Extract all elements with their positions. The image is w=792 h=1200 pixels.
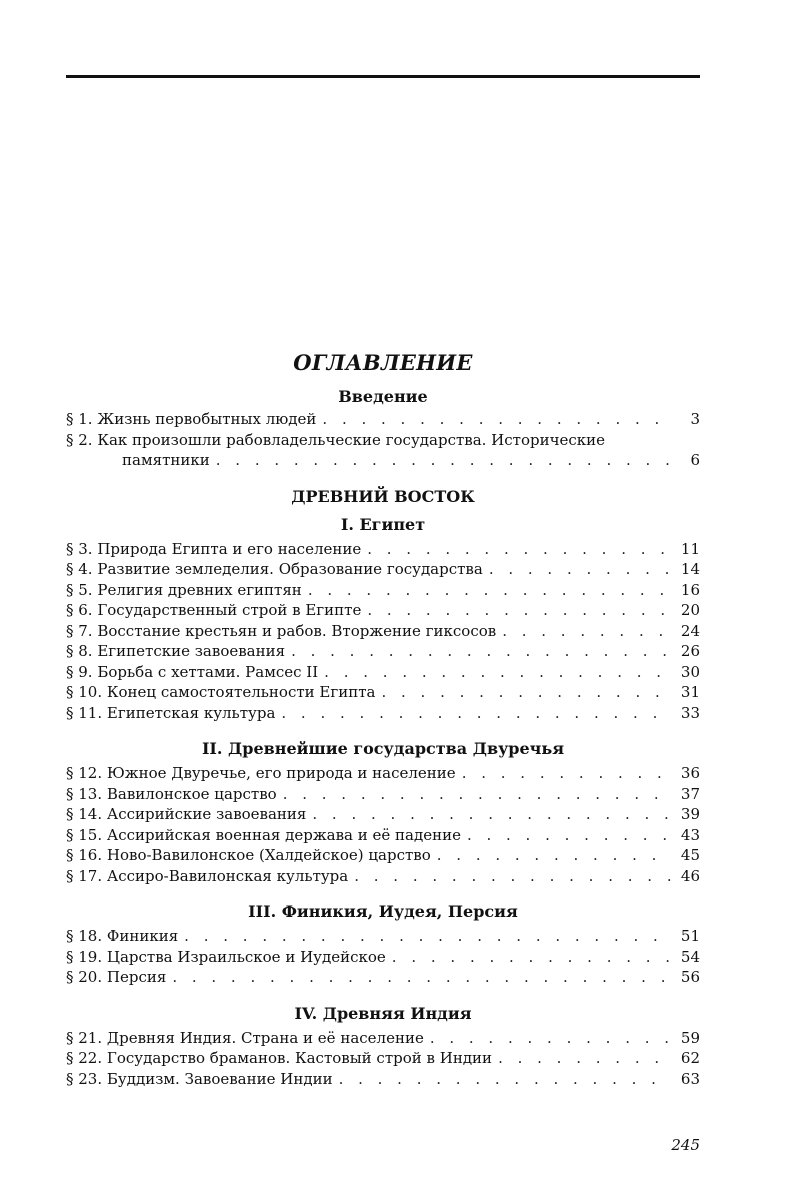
entry-label: § 4. Развитие земледелия. Образование государства — [66, 560, 483, 578]
entry-label: § 1. Жизнь первобытных людей — [66, 410, 317, 428]
leader-dots — [324, 662, 672, 683]
section-heading: II. Древнейшие государства Двуречья — [201, 739, 565, 758]
entry-page: 62 — [680, 1049, 700, 1067]
entry-page: 37 — [680, 784, 700, 803]
leader-dots — [467, 825, 672, 846]
leader-dots — [281, 703, 672, 724]
leader-dots — [392, 947, 672, 968]
entry-page: 51 — [680, 927, 700, 945]
entry-label: § 7. Восстание крестьян и рабов. Вторжение гиксосов — [66, 621, 497, 640]
entry-label: § 9. Борьба с хеттами. Рамсес II — [66, 662, 319, 681]
entry-label: § 13. Вавилонское царство — [66, 784, 277, 803]
toc-entry[interactable] — [66, 866, 700, 887]
leader-dots — [308, 580, 672, 601]
toc-entry[interactable] — [66, 621, 700, 642]
entry-page: 63 — [680, 1069, 700, 1088]
leader-dots — [172, 967, 672, 988]
leader-dots — [498, 1048, 672, 1069]
leader-dots — [312, 804, 672, 825]
entry-page: 43 — [680, 825, 700, 844]
toc-entry[interactable] — [66, 804, 700, 825]
entry-label: § 19. Царства Израильское и Иудейское — [66, 947, 386, 966]
toc-entry[interactable] — [66, 825, 700, 846]
entry-label: § 21. Древняя Индия. Страна и её население — [66, 1028, 424, 1047]
entry-page: 36 — [680, 764, 700, 782]
toc-entry[interactable] — [66, 967, 700, 988]
section-heading: I. Египет — [340, 514, 426, 534]
entry-label: § 18. Финикия — [66, 927, 179, 945]
toc-entry[interactable] — [66, 662, 700, 683]
entry-page: 30 — [680, 662, 700, 681]
entry-page: 26 — [680, 642, 700, 660]
toc-entry[interactable] — [66, 1048, 700, 1069]
leader-dots — [339, 1069, 672, 1090]
toc-entry[interactable] — [66, 763, 700, 784]
leader-dots — [367, 539, 672, 560]
part-heading: ДРЕВНИЙ ВОСТОК — [291, 486, 475, 506]
entry-page: 33 — [680, 703, 700, 722]
toc-entry[interactable] — [66, 1069, 700, 1090]
toc-entry[interactable] — [66, 580, 700, 601]
entry-page: 31 — [680, 683, 700, 701]
leader-dots — [322, 409, 672, 430]
leader-dots — [437, 845, 672, 866]
toc-entry[interactable] — [66, 682, 700, 703]
entry-page: 46 — [680, 866, 700, 885]
toc-entry[interactable] — [66, 641, 700, 662]
entry-page: 16 — [680, 580, 700, 599]
entry-page: 45 — [680, 846, 700, 864]
entry-label: § 20. Персия — [66, 968, 167, 986]
leader-dots — [502, 621, 672, 642]
toc-entry[interactable] — [66, 600, 700, 621]
toc-entry[interactable] — [66, 539, 700, 560]
toc-entry[interactable] — [66, 784, 700, 805]
section-heading: IV. Древняя Индия — [294, 1003, 472, 1023]
leader-dots — [184, 926, 672, 947]
entry-label: § 11. Египетская культура — [66, 703, 276, 722]
page-number: 245 — [671, 1136, 700, 1154]
intro-heading: Введение — [338, 387, 428, 406]
entry-label-continued: памятники — [122, 451, 210, 469]
toc-entry[interactable] — [66, 430, 700, 471]
entry-page: 39 — [680, 805, 700, 823]
sections-container — [66, 513, 700, 1090]
leader-dots — [430, 1028, 672, 1049]
leader-dots — [381, 682, 672, 703]
leader-dots — [216, 450, 672, 471]
entry-label: § 16. Ново-Вавилонское (Халдейское) царство — [66, 846, 431, 864]
entry-label: § 10. Конец самостоятельности Египта — [66, 683, 376, 701]
toc-entry[interactable] — [66, 926, 700, 947]
top-rule — [66, 75, 700, 78]
toc-entry[interactable] — [66, 1028, 700, 1049]
entry-page: 24 — [680, 621, 700, 640]
leader-dots — [462, 763, 672, 784]
entry-label: § 14. Ассирийские завоевания — [66, 805, 307, 823]
toc-entry[interactable] — [66, 559, 700, 580]
toc-entry[interactable] — [66, 845, 700, 866]
entry-page: 11 — [680, 539, 700, 558]
entry-page: 3 — [690, 410, 700, 428]
entry-label: § 8. Египетские завоевания — [66, 642, 286, 660]
entry-label: § 2. Как произошли рабовладельческие государства. Исторические — [66, 430, 606, 449]
leader-dots — [354, 866, 672, 887]
toc-entry[interactable] — [66, 409, 700, 430]
leader-dots — [367, 600, 672, 621]
toc-entry[interactable] — [66, 703, 700, 724]
entry-page: 6 — [690, 451, 700, 469]
entry-label: § 17. Ассиро-Вавилонская культура — [66, 866, 349, 885]
entry-label: § 6. Государственный строй в Египте — [66, 601, 362, 619]
table-of-contents — [66, 345, 700, 1089]
entry-page: 59 — [680, 1028, 700, 1047]
entry-page: 56 — [680, 968, 700, 986]
entry-label: § 22. Государство браманов. Кастовый строй в Индии — [66, 1049, 493, 1067]
leader-dots — [291, 641, 672, 662]
entry-label: § 12. Южное Двуречье, его природа и население — [66, 764, 456, 782]
entry-page: 14 — [680, 560, 700, 578]
leader-dots — [489, 559, 672, 580]
entry-label: § 15. Ассирийская военная держава и её падение — [66, 825, 461, 844]
section-heading: III. Финикия, Иудея, Персия — [248, 902, 518, 921]
entry-page: 54 — [680, 947, 700, 966]
entry-page: 20 — [680, 601, 700, 619]
entry-label: § 23. Буддизм. Завоевание Индии — [66, 1069, 333, 1088]
toc-entry[interactable] — [66, 947, 700, 968]
leader-dots — [283, 784, 672, 805]
toc-title: ОГЛАВЛЕНИЕ — [293, 350, 473, 375]
entry-label: § 3. Природа Египта и его население — [66, 539, 362, 558]
entry-label: § 5. Религия древних египтян — [66, 580, 302, 599]
